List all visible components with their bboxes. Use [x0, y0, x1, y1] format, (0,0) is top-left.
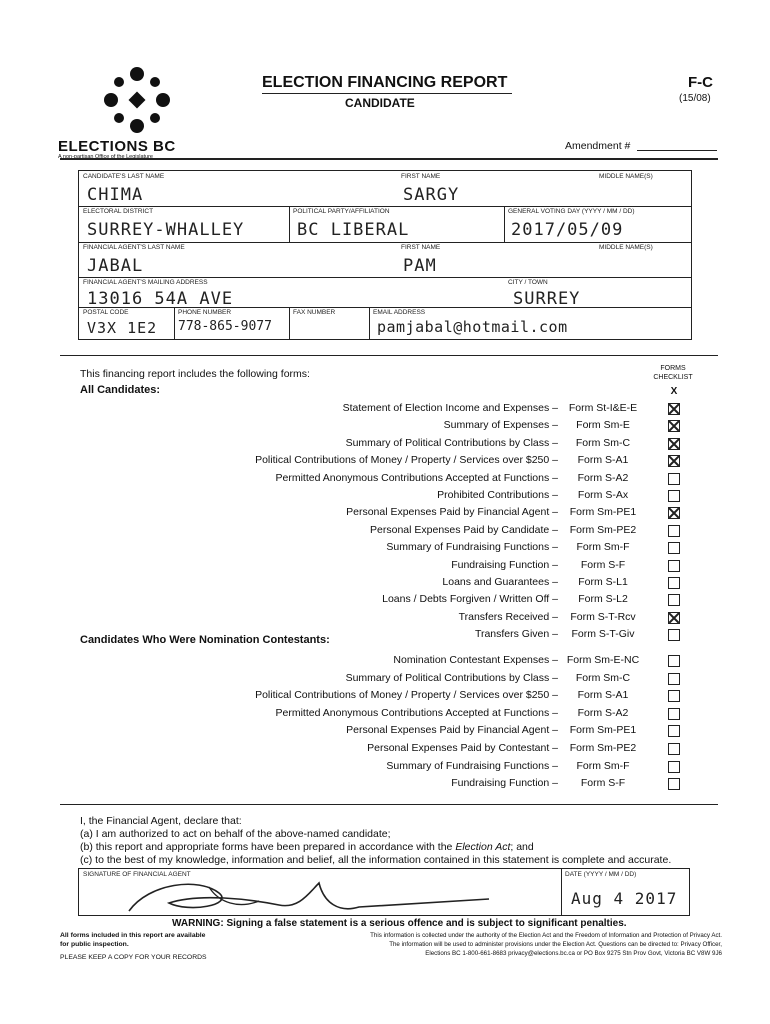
form-row-code: Form S-L1 — [578, 576, 628, 588]
electoral-district-field[interactable]: SURREY-WHALLEY — [87, 220, 245, 240]
email-label: EMAIL ADDRESS — [373, 309, 426, 316]
form-checkbox[interactable] — [668, 420, 680, 432]
candidate-info-box — [78, 170, 692, 340]
row-divider — [79, 277, 691, 278]
form-row-description: Summary of Political Contributions by Class – — [345, 671, 558, 684]
checklist-column-header: FORMS CHECKLIST — [653, 365, 693, 381]
form-checkbox[interactable] — [668, 525, 680, 537]
candidate-last-name-label: CANDIDATE'S LAST NAME — [83, 173, 165, 180]
form-checkbox[interactable] — [668, 612, 680, 624]
form-row-code: Form S-F — [580, 558, 626, 571]
form-version: (15/08) — [679, 93, 711, 104]
declaration-b-text: (b) this report and appropriate forms have been prepared in accordance with the — [80, 841, 456, 853]
form-row-description: Transfers Received – — [458, 610, 558, 623]
form-checkbox[interactable] — [668, 725, 680, 737]
voting-day-label: GENERAL VOTING DAY (YYYY / MM / DD) — [508, 208, 635, 215]
form-row-code: Form Sm-F — [576, 541, 630, 554]
declaration-intro: I, the Financial Agent, declare that: — [80, 815, 242, 827]
form-row-description: Summary of Fundraising Functions – — [386, 759, 558, 772]
signature-box[interactable] — [78, 868, 690, 916]
form-checkbox[interactable] — [668, 673, 680, 685]
form-row-code: Form S-Ax — [577, 489, 629, 501]
footer-right-line-3: Elections BC 1-800-661-8683 privacy@elections.bc.ca or PO Box 9275 Stn Prov Govt, Victoria BC V8W 9J6 — [425, 950, 722, 957]
form-row-code: Form Sm-C — [575, 671, 631, 684]
form-row-description: Summary of Political Contributions by Class – — [345, 436, 558, 449]
form-checkbox[interactable] — [668, 629, 680, 641]
header-divider — [60, 158, 718, 160]
party-label: POLITICAL PARTY/AFFILIATION — [293, 208, 390, 215]
agent-last-name-label: FINANCIAL AGENT'S LAST NAME — [83, 244, 185, 251]
form-row-code: Form Sm-E-NC — [566, 654, 640, 666]
form-row-code: Form Sm-C — [575, 436, 631, 449]
section-divider — [60, 355, 718, 356]
form-checkbox[interactable] — [668, 690, 680, 702]
form-row-description: Fundraising Function – — [451, 558, 558, 571]
election-act-ref: Election Act — [455, 841, 511, 853]
declaration-b — [80, 841, 534, 853]
report-title: ELECTION FINANCING REPORT — [262, 74, 508, 91]
form-row-code: Form Sm-PE2 — [569, 742, 637, 754]
form-row-description: Personal Expenses Paid by Contestant – — [367, 742, 558, 754]
postal-code-label: POSTAL CODE — [83, 309, 129, 316]
form-row-code: Form Sm-E — [576, 419, 630, 432]
voting-day-field[interactable]: 2017/05/09 — [511, 220, 624, 240]
phone-field[interactable]: 778-865-9077 — [178, 319, 272, 334]
form-checkbox[interactable] — [668, 761, 680, 773]
nomination-contestants-heading: Candidates Who Were Nomination Contestants: — [80, 634, 330, 646]
checklist-intro: This financing report includes the following forms: — [80, 368, 310, 380]
footer-left-line-2: for public inspection. — [60, 941, 129, 948]
footer-left-line-1: All forms included in this report are available — [60, 932, 206, 939]
agent-address-field[interactable]: 13016 54A AVE — [87, 289, 234, 309]
form-row-description: Personal Expenses Paid by Financial Agent – — [346, 724, 558, 737]
form-checkbox[interactable] — [668, 490, 680, 502]
form-checkbox[interactable] — [668, 473, 680, 485]
form-row-description: Nomination Contestant Expenses – — [393, 654, 558, 666]
date-label: DATE (YYYY / MM / DD) — [565, 871, 637, 878]
form-row-description: Loans / Debts Forgiven / Written Off – — [382, 593, 558, 606]
col-divider — [289, 206, 290, 242]
logo-mark-icon — [82, 60, 192, 140]
form-checkbox[interactable] — [668, 743, 680, 755]
declaration-b-tail: ; and — [510, 841, 534, 853]
party-field[interactable]: BC LIBERAL — [297, 220, 410, 240]
agent-city-field[interactable]: SURREY — [513, 289, 581, 309]
row-divider — [79, 242, 691, 243]
agent-middle-name-label: MIDDLE NAME(S) — [599, 244, 653, 251]
form-row-code: Form St-I&E-E — [568, 402, 638, 414]
form-checkbox[interactable] — [668, 438, 680, 450]
form-row-code: Form Sm-PE1 — [569, 506, 637, 519]
signature-label: SIGNATURE OF FINANCIAL AGENT — [83, 871, 191, 878]
all-candidates-heading: All Candidates: — [80, 384, 161, 396]
form-row-code: Form S-A2 — [577, 706, 629, 719]
form-checkbox[interactable] — [668, 507, 680, 519]
agent-last-name-field[interactable]: JABAL — [87, 256, 144, 276]
form-row-code: Form S-A1 — [577, 689, 629, 702]
form-row-description: Loans and Guarantees – — [442, 576, 558, 588]
signature-date-divider — [561, 869, 562, 915]
form-checkbox[interactable] — [668, 577, 680, 589]
form-row-description: Transfers Given – — [474, 628, 558, 641]
candidate-first-name-field[interactable]: SARGY — [403, 185, 460, 205]
elections-bc-logo — [58, 60, 192, 160]
declaration-c: (c) to the best of my knowledge, information and belief, all the information contained in this statement is complete and accurate. — [80, 854, 672, 866]
form-checkbox[interactable] — [668, 542, 680, 554]
report-subtitle: CANDIDATE — [345, 96, 415, 110]
electoral-district-label: ELECTORAL DISTRICT — [83, 208, 154, 215]
checklist-column-mark: X — [670, 386, 678, 397]
fax-label: FAX NUMBER — [293, 309, 336, 316]
form-row-code: Form S-L2 — [578, 593, 628, 606]
logo-tagline: A non-partisan Office of the Legislature — [58, 154, 153, 160]
signature-icon — [109, 873, 509, 917]
form-row-code: Form S-F — [580, 777, 626, 790]
form-checkbox[interactable] — [668, 560, 680, 572]
agent-address-label: FINANCIAL AGENT'S MAILING ADDRESS — [83, 279, 208, 286]
phone-label: PHONE NUMBER — [178, 309, 232, 316]
form-checkbox[interactable] — [668, 655, 680, 667]
form-row-code: Form Sm-F — [576, 759, 630, 772]
form-row-description: Personal Expenses Paid by Financial Agent – — [346, 506, 558, 519]
form-row-description: Statement of Election Income and Expenses – — [342, 402, 558, 414]
form-row-description: Political Contributions of Money / Property / Services over $250 – — [255, 689, 558, 702]
row-divider — [79, 206, 691, 207]
section-divider — [60, 804, 718, 805]
agent-city-label: CITY / TOWN — [508, 279, 548, 286]
candidate-first-name-label: FIRST NAME — [401, 173, 441, 180]
candidate-last-name-field[interactable]: CHIMA — [87, 185, 144, 205]
footer-right-line-2: The information will be used to administer provisions under the Election Act. Questions can be directed to: Privacy Officer, — [389, 941, 722, 948]
col-divider — [369, 307, 370, 339]
amendment-label: Amendment # — [565, 140, 631, 152]
warning-text: WARNING: Signing a false statement is a serious offence and is subject to significant penalties. — [172, 918, 627, 929]
form-row-code: Form S-A1 — [577, 454, 629, 467]
form-checkbox[interactable] — [668, 403, 680, 415]
declaration-a: (a) I am authorized to act on behalf of the above-named candidate; — [80, 828, 391, 840]
amendment-field[interactable] — [637, 150, 717, 151]
agent-first-name-field[interactable]: PAM — [403, 256, 437, 276]
form-row-code: Form S-T-Rcv — [570, 610, 636, 623]
form-row-code: Form S-A2 — [577, 471, 629, 484]
form-checkbox[interactable] — [668, 594, 680, 606]
form-code: F-C — [688, 74, 713, 91]
form-row-code: Form S-T-Giv — [571, 628, 635, 641]
form-row-code: Form Sm-PE1 — [569, 724, 637, 737]
title-underline — [262, 93, 512, 94]
form-checkbox[interactable] — [668, 708, 680, 720]
form-row-description: Permitted Anonymous Contributions Accepted at Functions – — [275, 706, 558, 719]
postal-code-field[interactable]: V3X 1E2 — [87, 319, 158, 337]
form-row-description: Political Contributions of Money / Property / Services over $250 – — [255, 454, 558, 467]
email-field[interactable]: pamjabal@hotmail.com — [377, 318, 568, 336]
form-checkbox[interactable] — [668, 778, 680, 790]
date-field[interactable]: Aug 4 2017 — [571, 889, 678, 908]
agent-first-name-label: FIRST NAME — [401, 244, 441, 251]
logo-text: ELECTIONS BC — [58, 138, 176, 155]
footer-right-line-1: This information is collected under the authority of the Election Act and the Freedom of Information and Protection of Privacy Act. — [370, 932, 722, 939]
form-row-description: Permitted Anonymous Contributions Accepted at Functions – — [275, 471, 558, 484]
form-checkbox[interactable] — [668, 455, 680, 467]
candidate-middle-name-label: MIDDLE NAME(S) — [599, 173, 653, 180]
col-divider — [504, 206, 505, 242]
form-row-code: Form Sm-PE2 — [569, 523, 637, 536]
form-row-description: Fundraising Function – — [451, 777, 558, 790]
form-row-description: Prohibited Contributions – — [437, 489, 558, 501]
footer-left-line-3: PLEASE KEEP A COPY FOR YOUR RECORDS — [60, 954, 207, 961]
form-row-description: Summary of Fundraising Functions – — [386, 541, 558, 554]
form-row-description: Personal Expenses Paid by Candidate – — [370, 523, 558, 536]
col-divider — [174, 307, 175, 339]
form-row-description: Summary of Expenses – — [443, 419, 558, 432]
col-divider — [289, 307, 290, 339]
